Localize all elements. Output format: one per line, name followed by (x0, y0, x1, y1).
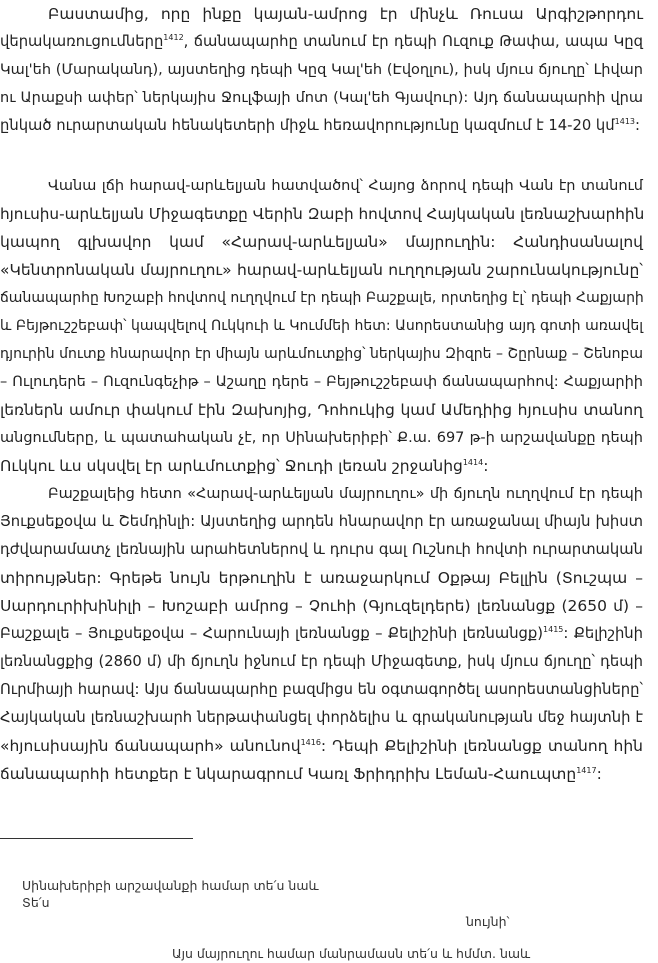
text-line: Ուկկու ևս սկսվել էր արևմուտքից՝ Ջուդի լեռան շրջանից$^{1414}$: (0, 457, 489, 475)
footnote-2: նույնի՝ (466, 914, 510, 929)
text-line: լեռներն ամուր փակում էին Զախոյից, Դոհուկից կամ Ամեդիից հյուսիս տանող (0, 401, 643, 419)
text-line: Ուրմիայի հարավ: Այս ճանապարհը բազմիցս են օգտագործել ասորեստանցիները՝ (0, 681, 643, 698)
footnote-1-line-2: Տե՛ս (22, 895, 50, 910)
footnote-ref[interactable]: 1415 (543, 625, 564, 635)
footnote-ref[interactable]: 1414 (462, 457, 484, 467)
footnote-ref[interactable]: 1417 (576, 765, 597, 775)
text-line: «Կենտրոնական մայրուղու» հարավ-արևելյան ուղղության շարունակությունը՝ (0, 261, 643, 279)
text-line: Հայկական լեռնաշխարհ ներթափանցել փորձելիս և գրականության մեջ հայտնի է (0, 709, 643, 726)
text-line: ու Արաքսի ափեր՝ ներկայիս Ջուլֆայի մոտ (Կալ'եհ Գյավուր): Այդ ճանապարհի վրա (0, 90, 643, 106)
text-line: կապող գլխավոր կամ «Հարավ-արևելյան» մայրուղին: Հանդիսանալով (0, 233, 643, 251)
footnote-ref[interactable]: 1413 (614, 117, 635, 127)
text-line: վերակառուցումները$^{1412}$, ճանապարհը տանում էր դեպի Ուզուք Թափա, ապա Կըզ (0, 33, 643, 50)
text-line: դյուրին մուտք հնարավոր էր միայն արևմուտքից՝ ներկայիս Զիզրե – Շըրնաք – Շենոբա (0, 346, 643, 362)
footnote-1-line-1: Սինախերիբի արշավանքի համար տե՛ս նաև (22, 878, 319, 893)
text-line: հյուսիս-արևելյան Միջագետքը Վերին Զաբի հովտով Հայկական լեռնաշխարհին (0, 205, 645, 223)
footnote-ref[interactable]: 1412 (163, 33, 184, 43)
text-line: – Ուլուդերե – Ուզունգեչիթ – Աշաղը դերե – Բեյթուշշեբափ ճանապարհով: Հաքյարիի (0, 374, 643, 390)
text-line: Բաշքալեից հետո «Հարավ-արևելյան մայրուղու» մի ճյուղն ուղղվում էր դեպի (48, 486, 643, 502)
text-line: Սարդուրիխինիլի – Խոշաբի ամրոց – Չուհի (Գյուզելդերե) լեռնանցք (2650 մ) – (0, 597, 643, 615)
footnote-ref[interactable]: 1416 (300, 737, 321, 747)
text-line: անցումները, և պատահական չէ, որ Սինախերիբի՝ Ք.ա. 697 թ-ի արշավանքը դեպի (0, 430, 643, 446)
text-line: դժվարամատչ լեռնային արահետներով և դուրս գալ Ուշնուի հովտի ուրարտական (0, 541, 643, 558)
text-line: ընկած ուրարտական հենակետերի միջև հեռավորությունը կազմում է 14-20 կմ$^{1413}$: (0, 117, 640, 134)
text-line: ճանապարհի հետքեր է նկարագրում Կառլ Ֆրիդրիխ Լեման-Հաուպտը$^{1417}$: (0, 765, 602, 783)
text-line: տիրույթներ: Գրեթե նույն երթուղին է առաջարկում Օքթայ Բելլին (Տուշպա – (0, 569, 643, 587)
text-line: «հյուսիսային ճանապարհ» անունով$^{1416}$: Դեպի Քելիշինի լեռնանցք տանող հին (0, 737, 644, 755)
text-line: Կալ'եհ (Մարականդ), այստեղից դեպի Կըզ Կալ'եհ (Էվօղլու), իսկ մյուս ճյուղը՝ Լիվար (0, 62, 643, 78)
text-line: և Բեյթուշշեբափ՝ կապվելով Ուկկուի և Կումմեի հետ: Ասորեստանից այդ գոտի առավել (0, 318, 643, 334)
footnote-separator (0, 838, 193, 839)
text-line: ճանապարհը Խոշաբի հովտով ուղղվում էր դեպի Բաշքալե, որտեղից էլ՝ դեպի Հաքյարի (0, 290, 644, 306)
footnote-3: Այս մայրուղու համար մանրամասն տե՛ս և հմմտ. նաև (172, 946, 531, 961)
text-line: Վանա լճի հարավ-արևելյան հատվածով՝ Հայոց ձորով դեպի Վան էր տանում (48, 178, 643, 194)
text-line: Յուքսեքօվա և Շեմդինլի: Այստեղից արդեն հնարավոր էր առաջանալ միայն խիստ (0, 513, 643, 530)
text-line: լեռնանցքից (2860 մ) մի ճյուղն իջնում էր դեպի Միջագետք, իսկ մյուս ճյուղը՝ դեպի (0, 653, 643, 670)
text-line: Բաշքալե – Յուքսեքօվա – Հարունայի լեռնանցք – Քելիշինի լեռնանցք)$^{1415}$: Քելիշինի (0, 625, 644, 642)
text-line: Բաստամից, որը ինքը կայան-ամրոց էր մինչև Ռուսա Արգիշթորդու (48, 5, 643, 23)
